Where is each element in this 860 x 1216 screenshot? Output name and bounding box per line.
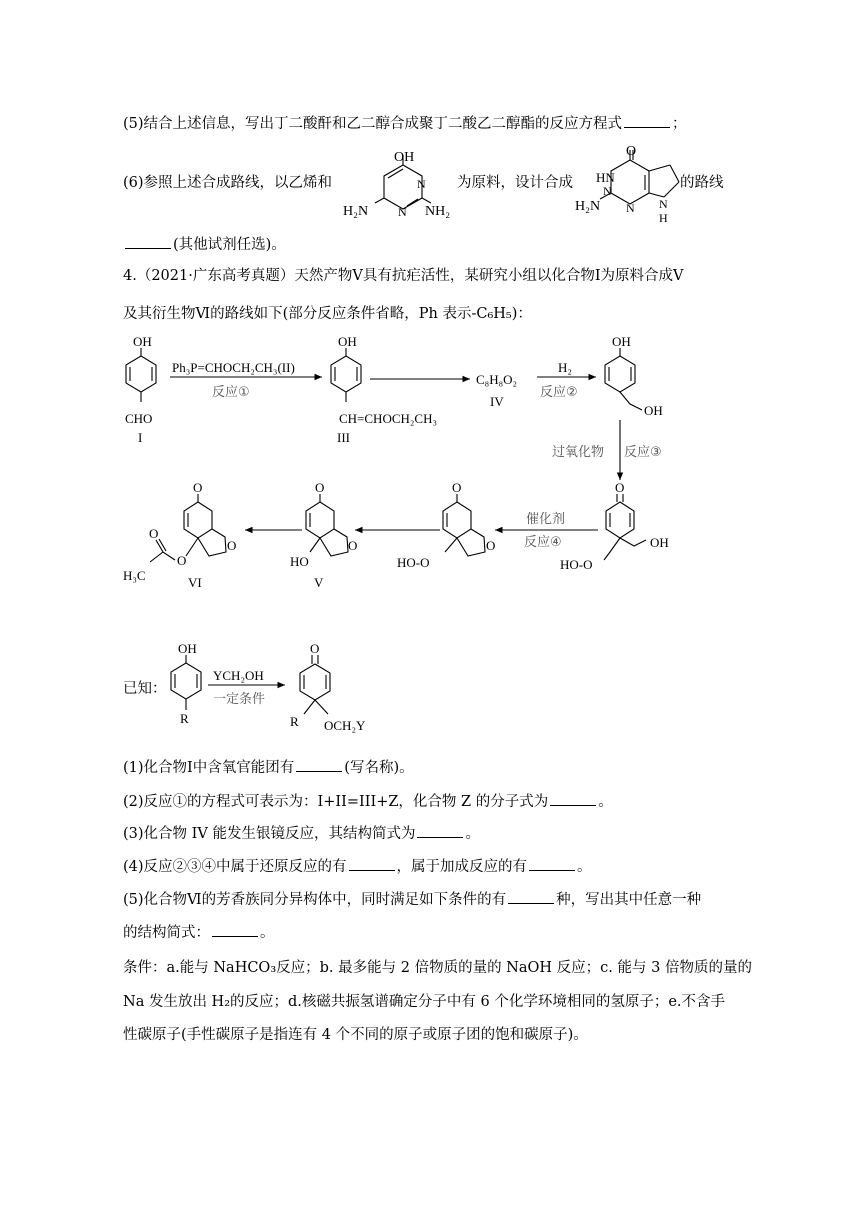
tyrosol-oh-top: OH — [612, 334, 631, 349]
question-5-text: (5)化合物Ⅵ的芳香族同分异构体中，同时满足如下条件的有 — [123, 892, 507, 908]
c4-label: IV — [490, 394, 504, 409]
c5-ring-o: O — [348, 538, 358, 553]
known-r2: R — [290, 714, 299, 729]
tyrosol-structure — [605, 348, 642, 410]
tyrosol-oh-side: OH — [644, 403, 663, 418]
r4-ring-o: O — [486, 538, 496, 553]
answer-blank[interactable] — [508, 889, 554, 904]
arrow4-reagent: 催化剂 — [526, 512, 566, 527]
compound-iii-structure — [331, 348, 361, 402]
c1-oh: OH — [133, 334, 152, 349]
known-och2y: OCH₂Y — [324, 718, 366, 733]
c6-h3c: H₃C — [123, 568, 146, 583]
compound-v-structure — [306, 494, 348, 556]
question-4-text: (4)反应②③④中属于还原反应的有 — [123, 859, 347, 875]
pyr-n1: N — [417, 177, 426, 191]
question-3-text: (3)化合物 IV 能发生银镜反应，其结构简式为 — [123, 826, 416, 842]
c4-formula: C₈H₈O₂ — [476, 372, 518, 387]
tgt-n: N — [603, 184, 612, 198]
c6-ester-o: O — [177, 553, 187, 568]
conditions-line-3: 性碳原子(手性碳原子是指连有 4 个不同的原子或原子团的饱和碳原子)。 — [123, 1027, 588, 1043]
pyr-n2: N — [398, 205, 407, 219]
question-5-cont — [123, 922, 275, 943]
c1-label: I — [138, 430, 143, 445]
r3-o: O — [615, 480, 625, 495]
arrow4-label: 反应④ — [524, 535, 562, 550]
pyr-h2n: H₂N — [343, 204, 369, 219]
answer-blank[interactable] — [212, 922, 258, 937]
pyr-nh2: NH₂ — [425, 204, 451, 219]
question-4-end: 。 — [577, 859, 592, 875]
arrow1-reagent: Ph₃P=CHOCH₂CH₃(II) — [172, 360, 295, 375]
q4-header-line2: 及其衍生物Ⅵ的路线如下(部分反应条件省略，Ph 表示-C₆H₅)： — [123, 306, 532, 322]
known-oh: OH — [178, 641, 197, 656]
arrow3-label: 反应③ — [624, 445, 662, 460]
q3-6-end: (其他试剂任选)。 — [173, 237, 286, 253]
known-condition: 一定条件 — [213, 692, 266, 707]
answer-blank[interactable] — [296, 757, 342, 772]
c6-carbonyl-o: O — [149, 526, 159, 541]
compound-i-structure — [126, 348, 156, 402]
tgt-hn: HN — [596, 170, 615, 185]
q3-5-end: ； — [672, 116, 687, 132]
question-3-end: 。 — [465, 826, 480, 842]
c6-o: O — [193, 480, 203, 495]
conditions-line-2: Na 发生放出 H₂的反应；d.核磁共振氢谱确定分子中有 6 个化学环境相同的氢原子；e.不含手 — [123, 994, 726, 1010]
known-reagent: YCH₂OH — [213, 668, 264, 683]
c6-label: VI — [188, 575, 202, 590]
tgt-nh-h: H — [659, 211, 668, 225]
question-4 — [123, 856, 592, 877]
answer-blank[interactable] — [529, 856, 575, 871]
compound-vi-structure — [150, 494, 226, 562]
answer-blank[interactable] — [417, 823, 463, 838]
arrow1-label: 反应① — [212, 385, 250, 400]
c5-o: O — [315, 480, 325, 495]
question-2 — [123, 791, 613, 812]
bicyclic-peroxide-structure — [443, 494, 485, 556]
peroxide-structure — [604, 494, 646, 560]
known-reactant-structure — [171, 655, 201, 710]
known-label: 已知： — [123, 681, 167, 697]
question-5 — [123, 889, 701, 910]
c3-oh: OH — [338, 334, 357, 349]
c3-label: III — [337, 430, 350, 445]
known-product-structure — [300, 655, 330, 714]
tgt-nh-n: N — [659, 197, 668, 211]
r3-hoo: HO-O — [560, 557, 593, 572]
answer-blank[interactable] — [349, 856, 395, 871]
question-1-text: (1)化合物Ⅰ中含氧官能团有 — [123, 760, 295, 776]
q3-6-part1: (6)参照上述合成路线，以乙烯和 — [123, 175, 333, 191]
tgt-n-bottom: N — [626, 201, 635, 215]
r4-hoo: HO-O — [397, 555, 430, 570]
question-5-end: 种，写出其中任意一种 — [556, 892, 702, 908]
tgt-o: O — [626, 144, 637, 159]
arrow2-reagent: H₂ — [558, 360, 572, 375]
conditions-line-1: 条件：a.能与 NaHCO₃反应；b. 最多能与 2 倍物质的量的 NaOH 反应；c. 能与 3 倍物质的量的 — [123, 960, 752, 976]
pyr-oh: OH — [394, 150, 415, 165]
question-1 — [123, 757, 414, 778]
question-5-cont-text: 的结构简式： — [123, 925, 210, 941]
known-product-o: O — [310, 641, 320, 656]
r3-oh: OH — [650, 535, 669, 550]
c1-cho: CHO — [125, 411, 153, 426]
q3-6-part3: 的路线 — [680, 175, 724, 191]
question-2-text: (2)反应①的方程式可表示为：I+II=III+Z，化合物 Z 的分子式为 — [123, 794, 549, 810]
arrow2-label: 反应② — [540, 385, 578, 400]
known-r1: R — [180, 711, 189, 726]
question-1-end: (写名称)。 — [344, 760, 414, 776]
question-2-end: 。 — [598, 794, 613, 810]
r4-o: O — [452, 480, 462, 495]
question-4-mid: ，属于加成反应的有 — [396, 859, 528, 875]
c3-sub: CH=CHOCH₂CH₃ — [339, 411, 438, 426]
answer-blank[interactable] — [550, 791, 596, 806]
question-3 — [123, 823, 480, 844]
arrow3-reagent: 过氧化物 — [552, 445, 605, 460]
c5-ho: HO — [290, 554, 309, 569]
tgt-h2n: H₂N — [575, 199, 601, 214]
q3-6-part2: 为原料，设计合成 — [457, 175, 573, 191]
q3-5-text: (5)结合上述信息，写出丁二酸酐和乙二醇合成聚丁二酸乙二醇酯的反应方程式 — [123, 116, 623, 132]
q4-header-line1: 4.（2021·广东高考真题）天然产物Ⅴ具有抗疟活性，某研究小组以化合物Ⅰ为原料合成Ⅴ — [123, 268, 684, 284]
c6-ring-o: O — [227, 538, 237, 553]
question-5-cont-end: 。 — [260, 925, 275, 941]
c5-label: V — [314, 575, 324, 590]
